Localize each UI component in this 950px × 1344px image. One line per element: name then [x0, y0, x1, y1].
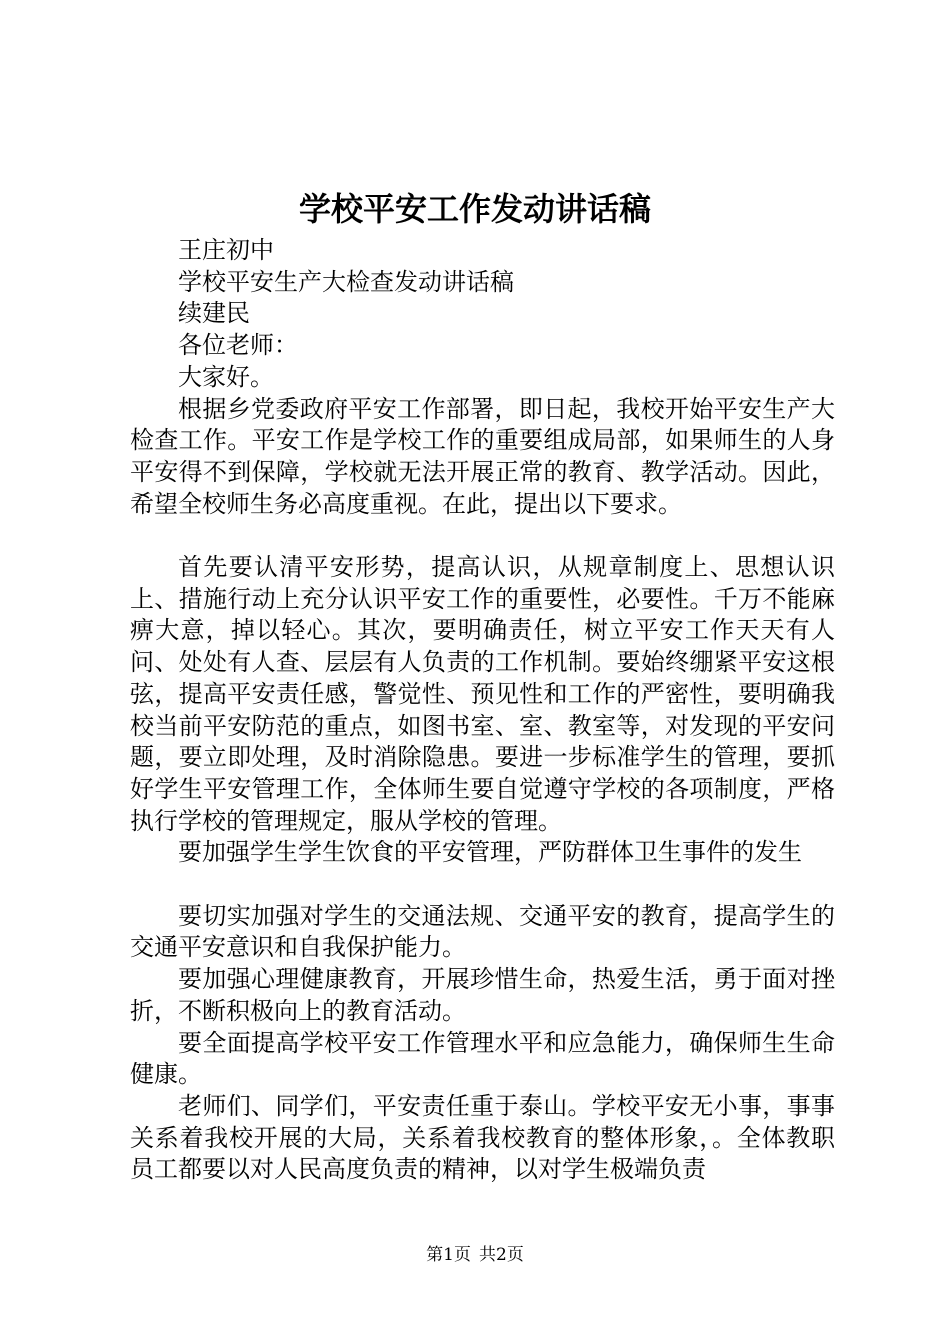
paragraph-closing: 老师们、同学们，平安责任重于泰山。学校平安无小事，事事关系着我校开展的大局，关系着我校教育的整体形象，。全体教职员工都要以对人民高度负责的精神，以对学生极端负责 — [130, 1091, 835, 1184]
paragraph-traffic-safety: 要切实加强对学生的交通法规、交通平安的教育，提高学生的交通平安意识和自我保护能力。 — [130, 901, 835, 962]
paragraph-subtitle: 学校平安生产大检查发动讲话稿 — [178, 267, 514, 296]
paragraph-food-safety: 要加强学生学生饮食的平安管理，严防群体卫生事件的发生 — [178, 838, 802, 867]
paragraph-intro: 根据乡党委政府平安工作部署，即日起，我校开始平安生产大检查工作。平安工作是学校工作的重要组成局部，如果师生的人身平安得不到保障，学校就无法开展正常的教育、教学活动。因此，希望全校师生务必高度重视。在此，提出以下要求。 — [130, 394, 835, 518]
paragraph-emergency: 要全面提高学校平安工作管理水平和应急能力，确保师生生命健康。 — [130, 1028, 835, 1089]
paragraph-greeting: 大家好。 — [178, 362, 274, 391]
paragraph-first-requirement: 首先要认清平安形势，提高认识，从规章制度上、思想认识上、措施行动上充分认识平安工作的重要性，必要性。千万不能麻痹大意，掉以轻心。其次，要明确责任，树立平安工作天天有人问、处处有人查、层层有人负责的工作机制。要始终绷紧平安这根弦，提高平安责任感，警觉性、预见性和工作的严密性，要明确我校当前平安防范的重点，如图书室、室、教室等，对发现的平安问题，要立即处理，及时消除隐患。要进一步标准学生的管理，要抓好学生平安管理工作，全体师生要自觉遵守学校的各项制度，严格执行学校的管理规定，服从学校的管理。 — [130, 553, 835, 835]
paragraph-author: 续建民 — [178, 299, 250, 328]
paragraph-salutation: 各位老师： — [178, 331, 298, 360]
document-body — [130, 235, 835, 1186]
paragraph-mental-health: 要加强心理健康教育，开展珍惜生命，热爱生活，勇于面对挫折，不断积极向上的教育活动。 — [130, 965, 835, 1025]
page-number: 第1页 — [426, 1245, 471, 1265]
page-total: 共2页 — [479, 1245, 524, 1265]
document-title: 学校平安工作发动讲话稿 — [298, 190, 651, 228]
page-footer — [0, 1243, 950, 1267]
paragraph-school: 王庄初中 — [178, 236, 274, 264]
